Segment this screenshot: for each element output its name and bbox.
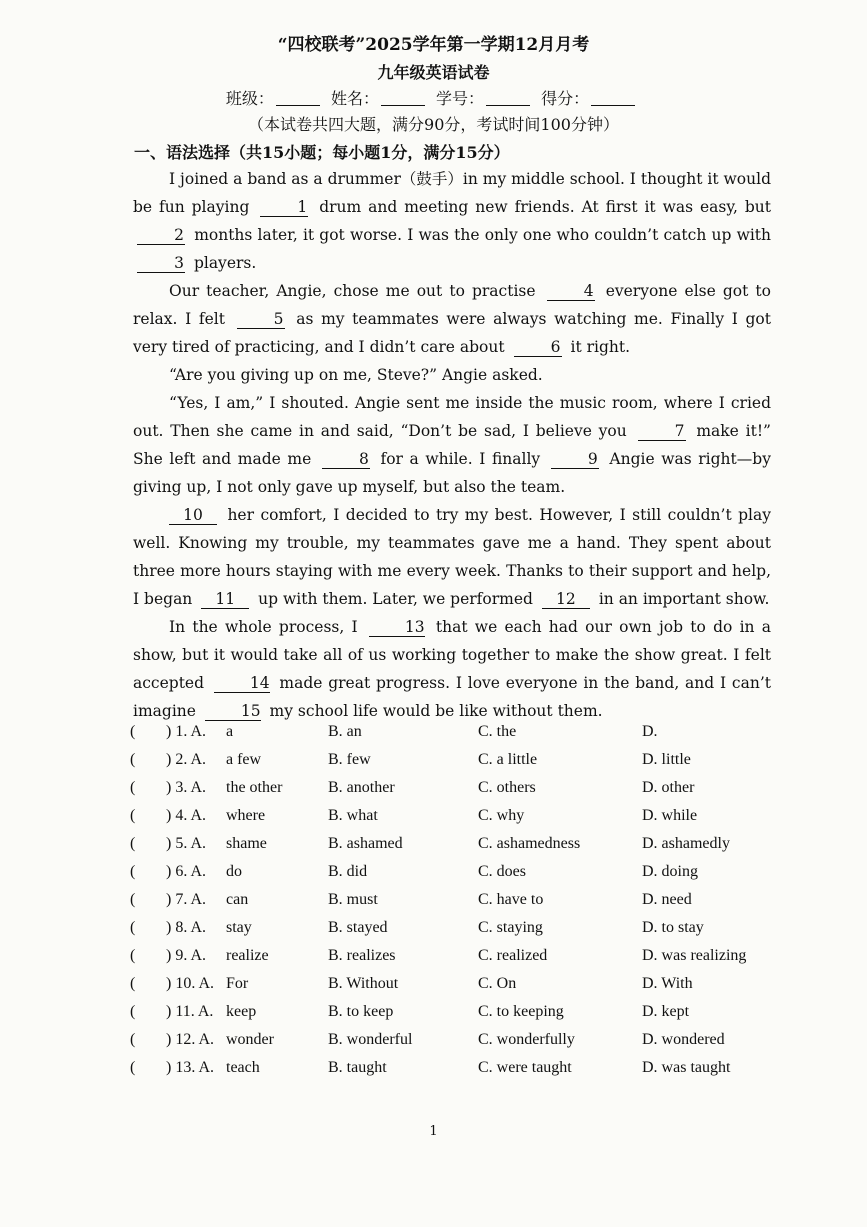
answer-paren[interactable]: (	[130, 1059, 136, 1076]
question-number: ) 5. A.	[166, 835, 206, 852]
option-d: D. With	[642, 975, 693, 992]
blank-10: 10	[169, 506, 217, 525]
passage-text: everyone else got to relax. I felt	[133, 282, 771, 328]
question-row	[130, 915, 780, 943]
option-c: C. ashamedness	[478, 835, 581, 852]
option-a: a few	[226, 751, 262, 768]
option-d: D. while	[642, 807, 698, 824]
passage-text: as my teammates were always watching me. Finally I got very tired of practicing, and I didn’t care about	[133, 310, 771, 356]
question-number: ) 13. A.	[166, 1059, 214, 1076]
question-row	[130, 775, 780, 803]
question-number: ) 7. A.	[166, 891, 206, 908]
blank-1: 1	[260, 198, 308, 217]
question-row	[130, 719, 780, 747]
question-number: ) 11. A.	[166, 1003, 214, 1020]
passage-text: months later, it got worse. I was the only one who couldn’t catch up with	[194, 226, 771, 244]
option-c: C. to keeping	[478, 1003, 564, 1020]
option-a: teach	[226, 1059, 260, 1076]
option-a: the other	[226, 779, 283, 796]
passage-text: that we each had our own job to do in a show, but it would take all of us working together to make the show great. I felt accepted	[133, 618, 771, 692]
class-label: 班级：	[225, 89, 274, 108]
answer-paren[interactable]: (	[130, 723, 136, 740]
question-number: ) 4. A.	[166, 807, 206, 824]
option-d: D. was taught	[642, 1059, 731, 1076]
blank-3: 3	[137, 254, 185, 273]
option-d: D. ashamedly	[642, 835, 730, 852]
question-number: ) 2. A.	[166, 751, 206, 768]
passage-text: “Yes, I am,” I shouted. Angie sent me inside the music room, where I cried out. Then she came in and said, “Don’t be sad, I believe you	[133, 394, 771, 440]
blank-4: 4	[547, 282, 595, 301]
class-blank[interactable]	[276, 91, 320, 106]
name-blank[interactable]	[381, 91, 425, 106]
answer-paren[interactable]: (	[130, 807, 136, 824]
question-number: ) 3. A.	[166, 779, 206, 796]
question-row	[130, 859, 780, 887]
blank-9: 9	[551, 450, 599, 469]
question-row	[130, 943, 780, 971]
option-d: D. wondered	[642, 1031, 725, 1048]
answer-paren[interactable]: (	[130, 863, 136, 880]
option-c: C. wonderfully	[478, 1031, 575, 1048]
paragraph-5	[133, 501, 771, 613]
option-a: For	[226, 975, 249, 992]
blank-2: 2	[137, 226, 185, 245]
blank-6: 6	[514, 338, 562, 357]
cloze-passage	[133, 165, 771, 725]
passage-text: for a while. I finally	[380, 450, 541, 468]
option-b: B. an	[328, 723, 362, 740]
passage-text: up with them. Later, we performed	[258, 590, 533, 608]
passage-text: players.	[193, 254, 257, 272]
option-c: C. were taught	[478, 1059, 572, 1076]
option-d: D. need	[642, 891, 692, 908]
answer-paren[interactable]: (	[130, 947, 136, 964]
exam-note: （本试卷共四大题，满分90分，考试时间100分钟）	[248, 115, 619, 134]
answer-paren[interactable]: (	[130, 1031, 136, 1048]
answer-paren[interactable]: (	[130, 891, 136, 908]
options-list	[130, 719, 780, 1083]
option-b: B. wonderful	[328, 1031, 413, 1048]
question-row	[130, 747, 780, 775]
option-a: shame	[226, 835, 267, 852]
passage-text: made great progress. I love everyone in the band, and I can’t imagine	[133, 674, 771, 720]
paragraph-3: “Are you giving up on me, Steve?” Angie asked.	[169, 366, 543, 384]
option-c: C. staying	[478, 919, 543, 936]
option-b: B. realizes	[328, 947, 396, 964]
question-number: ) 1. A.	[166, 723, 206, 740]
exam-subtitle: 九年级英语试卷	[377, 63, 490, 82]
answer-paren[interactable]: (	[130, 835, 136, 852]
answer-paren[interactable]: (	[130, 919, 136, 936]
option-c: C. have to	[478, 891, 544, 908]
option-c: C. a little	[478, 751, 538, 768]
question-number: ) 8. A.	[166, 919, 206, 936]
option-a: realize	[226, 947, 269, 964]
option-d: D. other	[642, 779, 695, 796]
option-d: D. was realizing	[642, 947, 747, 964]
option-b: B. must	[328, 891, 378, 908]
question-row	[130, 1027, 780, 1055]
option-a: wonder	[226, 1031, 274, 1048]
option-a: do	[226, 863, 242, 880]
answer-paren[interactable]: (	[130, 779, 136, 796]
paragraph-6	[133, 613, 771, 725]
question-row	[130, 831, 780, 859]
question-row	[130, 887, 780, 915]
option-d: D. to stay	[642, 919, 704, 936]
question-number: ) 9. A.	[166, 947, 206, 964]
option-a: a	[226, 723, 234, 740]
passage-text: Angie was right—by giving up, I not only gave up myself, but also the team.	[133, 450, 771, 496]
exam-title: “四校联考”2025学年第一学期12月月考	[277, 35, 590, 55]
passage-text: her comfort, I decided to try my best. However, I still couldn’t play well. Knowing my trouble, my teammates gave me a hand. They spent about three more hours staying with me every week. Thanks to their support and help, I began	[133, 506, 771, 608]
option-c: C. On	[478, 975, 517, 992]
option-b: B. another	[328, 779, 395, 796]
answer-paren[interactable]: (	[130, 751, 136, 768]
paragraph-4	[133, 389, 771, 501]
blank-8: 8	[322, 450, 370, 469]
blank-12: 12	[542, 590, 590, 609]
option-b: B. did	[328, 863, 368, 880]
paragraph-2	[133, 277, 771, 361]
option-c: C. others	[478, 779, 536, 796]
passage-text: my school life would be like without them.	[269, 702, 603, 720]
option-a: keep	[226, 1003, 257, 1020]
question-row	[130, 999, 780, 1027]
score-label: 得分：	[541, 89, 590, 108]
section-heading: 一、语法选择（共15小题；每小题1分，满分15分）	[134, 143, 510, 162]
question-row	[130, 1055, 780, 1083]
option-b: B. taught	[328, 1059, 387, 1076]
option-d: D. kept	[642, 1003, 690, 1020]
blank-5: 5	[237, 310, 285, 329]
blank-14: 14	[214, 674, 270, 693]
option-d: D.	[642, 723, 658, 740]
option-c: C. the	[478, 723, 517, 740]
passage-text: drum and meeting new friends. At first it was easy, but	[319, 198, 771, 216]
paragraph-1	[133, 165, 771, 277]
blank-13: 13	[369, 618, 425, 637]
option-b: B. what	[328, 807, 378, 824]
option-a: can	[226, 891, 249, 908]
question-number: ) 10. A.	[166, 975, 214, 992]
passage-text: I joined a band as a drummer（鼓手）in my middle school. I thought it would be fun playing	[133, 170, 772, 216]
question-number: ) 6. A.	[166, 863, 206, 880]
option-a: stay	[226, 919, 252, 936]
answer-paren[interactable]: (	[130, 1003, 136, 1020]
option-b: B. few	[328, 751, 371, 768]
passage-text: In the whole process, I	[169, 618, 358, 636]
passage-text: make it!” She left and made me	[133, 422, 771, 468]
passage-text: it right.	[570, 338, 631, 356]
name-label: 姓名：	[330, 89, 379, 108]
option-b: B. Without	[328, 975, 399, 992]
passage-text: Our teacher, Angie, chose me out to practise	[169, 282, 536, 300]
option-b: B. ashamed	[328, 835, 403, 852]
question-row	[130, 971, 780, 999]
option-c: C. why	[478, 807, 525, 824]
answer-paren[interactable]: (	[130, 975, 136, 992]
option-a: where	[226, 807, 266, 824]
question-row	[130, 803, 780, 831]
score-blank[interactable]	[591, 91, 635, 106]
student-info-line	[0, 86, 867, 109]
question-number: ) 12. A.	[166, 1031, 214, 1048]
option-c: C. realized	[478, 947, 548, 964]
option-b: B. stayed	[328, 919, 388, 936]
option-c: C. does	[478, 863, 526, 880]
option-d: D. little	[642, 751, 691, 768]
blank-7: 7	[638, 422, 686, 441]
option-b: B. to keep	[328, 1003, 394, 1020]
number-blank[interactable]	[486, 91, 530, 106]
page-number: 1	[429, 1124, 438, 1139]
blank-15: 15	[205, 702, 261, 721]
blank-11: 11	[201, 590, 249, 609]
passage-text: in an important show.	[598, 590, 770, 608]
number-label: 学号：	[436, 89, 485, 108]
option-d: D. doing	[642, 863, 698, 880]
